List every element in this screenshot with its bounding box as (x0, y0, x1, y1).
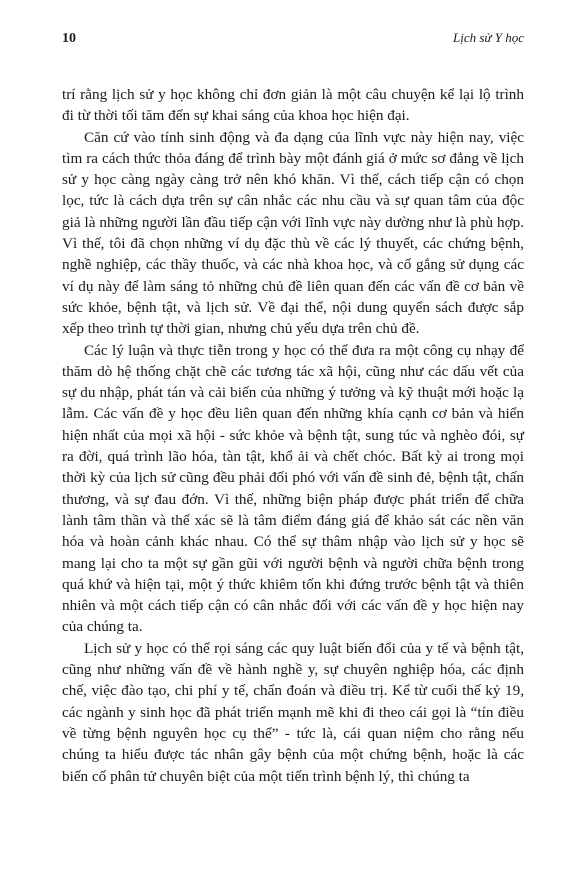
paragraph: Các lý luận và thực tiễn trong y học có thể đưa ra một công cụ nhạy để thăm dò hệ thống chặt chẽ các tương tác xã hội, cũng như các dấu vết của sự du nhập, phát tán và cải biến của những ý tưởng và kỹ thuật mới hoặc lạ lẫm. Các vấn đề y học đều liên quan đến những khía cạnh cơ bản và hiển hiện nhất của mọi xã hội - sức khỏe và bệnh tật, sung túc và nghèo đói, sự ra đời, quá trình lão hóa, tàn tật, khổ ải và chết chóc. Bất kỳ ai trong mọi thời kỳ của lịch sử cũng đều phải đối phó với vấn đề sinh đẻ, bệnh tật, chấn thương, và sự đau đớn. Vì thế, những biện pháp được phát triển để chữa lành tâm thần và thể xác sẽ là tâm điểm đáng giá để khảo sát các nền văn hóa và hoàn cảnh khác nhau. Có thể sự thâm nhập vào lịch sử y học sẽ mang lại cho ta một sự gần gũi với người bệnh và người chữa bệnh trong quá khứ và hiện tại, một ý thức khiêm tốn khi đứng trước bệnh tật và thiên nhiên và một cách tiếp cận có cân nhắc đối với các vấn đề y học hiện nay của chúng ta. (62, 341, 524, 636)
paragraph: trí rằng lịch sử y học không chỉ đơn giản là một câu chuyện kể lại lộ trình đi từ thời tối tăm đến sự khai sáng của khoa học hiện đại. (62, 86, 524, 125)
page-number: 10 (62, 31, 76, 46)
book-page (62, 30, 524, 787)
body-text (62, 84, 524, 787)
paragraph: Lịch sử y học có thể rọi sáng các quy luật biến đổi của y tế và bệnh tật, cũng như những vấn đề về hành nghề y, sự chuyên nghiệp hóa, các định chế, việc đào tạo, chi phí y tế, chẩn đoán và điều trị. Kể từ cuối thế kỷ 19, các ngành y sinh học đã phát triển mạnh mẽ khi đi theo cái gọi là “tín điều về từng bệnh nguyên học cụ thể” - tức là, cái quan niệm cho rằng nếu chúng ta hiểu được tác nhân gây bệnh của một chứng bệnh, hoặc là các biến cố phân tử chuyên biệt của một tiến trình bệnh lý, thì chúng ta (62, 639, 524, 785)
page-header (62, 30, 524, 54)
running-title: Lịch sử Y học (452, 30, 524, 45)
paragraph: Căn cứ vào tính sinh động và đa dạng của lĩnh vực này hiện nay, việc tìm ra cách thức thỏa đáng để trình bày một đánh giá ở mức sơ đẳng về lịch sử y học càng ngày càng trở nên khó khăn. Vì thế, cách tiếp cận có chọn lọc, tức là cách dựa trên sự cân nhắc các nhu cầu và sự quan tâm của độc giả là những người lần đầu tiếp cận với lĩnh vực này dường như là phù hợp. Vì thế, tôi đã chọn những ví dụ đặc thù về các lý thuyết, các chứng bệnh, nghề nghiệp, các thầy thuốc, và các nhà khoa học, và cố gắng sử dụng các ví dụ này để làm sáng tỏ những chủ đề liên quan đến các vấn đề cơ bản về sức khỏe, bệnh tật, và lịch sử. Về đại thể, nội dung quyển sách được sắp xếp theo trình tự thời gian, nhưng chủ yếu dựa trên chủ đề. (62, 128, 524, 338)
